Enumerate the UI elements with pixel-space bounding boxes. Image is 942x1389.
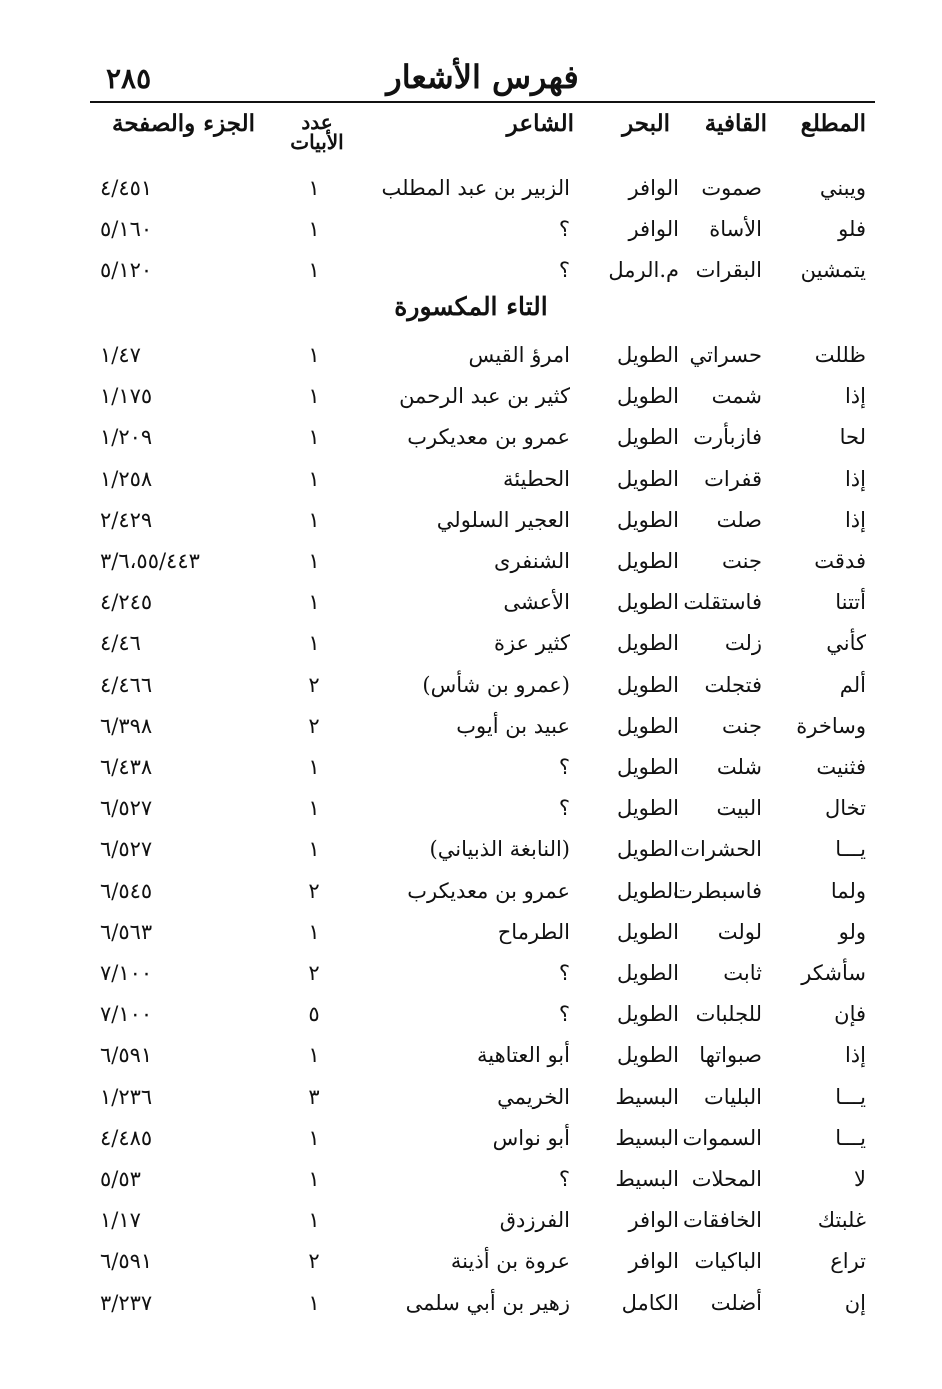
cell-bahr: الوافر <box>628 217 679 241</box>
cell-bahr: الطويل <box>616 1043 679 1068</box>
cell-qafiya: البليات <box>703 1084 762 1109</box>
cell-shaer: الخريمي <box>497 1084 570 1109</box>
cell-bahr: الطويل <box>616 466 679 491</box>
cell-qafiya: الحشرات <box>680 837 762 862</box>
cell-ref: ١/٢٠٩ <box>100 425 153 450</box>
table-row <box>0 1200 942 1241</box>
cell-shaer: الشنفرى <box>494 549 570 573</box>
cell-bahr: البسيط <box>615 1167 679 1191</box>
cell-ref: ٦/٣٩٨ <box>100 713 153 738</box>
cell-matla: يتمشين <box>800 258 866 282</box>
table-row <box>0 1159 942 1200</box>
cell-bahr: الكامل <box>621 1290 679 1315</box>
table-row <box>0 665 942 706</box>
cell-ref: ٧/١٠٠ <box>100 1002 153 1027</box>
cell-matla: ولما <box>830 878 866 903</box>
table-row <box>0 541 942 582</box>
column-header-bahr: البحر <box>622 110 670 137</box>
cell-shaer: كثير عزة <box>493 631 570 656</box>
cell-shaer: امرؤ القيس <box>468 343 570 367</box>
cell-bahr: الطويل <box>616 1002 679 1027</box>
cell-qafiya: السموات <box>682 1125 762 1150</box>
table-row <box>0 1077 942 1118</box>
cell-shaer: ؟ <box>558 796 570 821</box>
table-row <box>0 871 942 912</box>
cell-ref: ٧/١٠٠ <box>100 961 153 985</box>
cell-qafiya: الأساة <box>709 217 762 241</box>
cell-count: ٢ <box>308 878 320 903</box>
cell-qafiya: صبواتها <box>699 1043 762 1068</box>
page-number: ٢٨٥ <box>106 62 152 95</box>
cell-matla: أتتنا <box>835 590 866 615</box>
cell-bahr: الطويل <box>616 343 679 367</box>
cell-shaer: الأعشى <box>503 590 570 615</box>
cell-count: ١ <box>308 919 320 944</box>
cell-bahr: الطويل <box>616 713 679 738</box>
table-row <box>0 747 942 788</box>
cell-bahr: الطويل <box>616 672 679 697</box>
table-row <box>0 168 942 209</box>
cell-ref: ٥/٥٣ <box>100 1167 141 1191</box>
cell-qafiya: شلت <box>716 755 762 779</box>
cell-bahr: الطويل <box>616 878 679 903</box>
cell-matla: يـــا <box>835 1125 866 1150</box>
cell-count: ١ <box>308 1208 320 1233</box>
cell-bahr: الطويل <box>616 549 679 573</box>
cell-qafiya: ثابت <box>723 961 762 985</box>
cell-count: ١ <box>308 425 320 450</box>
table-row <box>0 1241 942 1282</box>
cell-matla: فدقت <box>814 549 866 573</box>
cell-ref: ٤/٤٥١ <box>100 176 153 200</box>
cell-shaer: ؟ <box>558 1002 570 1027</box>
cell-matla: إذا <box>844 384 866 409</box>
cell-shaer: العجير السلولي <box>436 507 570 532</box>
cell-matla: إذا <box>844 1043 866 1068</box>
cell-count: ١ <box>308 796 320 821</box>
table-row <box>0 582 942 623</box>
cell-qafiya: فازبأرت <box>693 425 762 450</box>
cell-bahr: الطويل <box>616 507 679 532</box>
cell-shaer: زهير بن أبي سلمى <box>405 1290 570 1315</box>
cell-ref: ٦/٥٢٧ <box>100 796 153 821</box>
table-row <box>0 953 942 994</box>
cell-shaer: عبيد بن أيوب <box>456 713 570 738</box>
cell-shaer: الفرزدق <box>499 1208 570 1233</box>
cell-matla: يـــا <box>835 1084 866 1109</box>
cell-shaer: الطرماح <box>497 919 570 944</box>
cell-qafiya: الباكيات <box>694 1249 762 1274</box>
cell-qafiya: أضلت <box>710 1290 762 1315</box>
cell-bahr: الطويل <box>616 755 679 779</box>
cell-count: ٣ <box>308 1084 320 1109</box>
cell-count: ١ <box>308 507 320 532</box>
cell-matla: كأني <box>826 631 866 656</box>
cell-qafiya: صلت <box>716 507 762 532</box>
cell-shaer: عمرو بن معديكرب <box>407 878 570 903</box>
cell-ref: ٤/٤٨٥ <box>100 1125 153 1150</box>
cell-matla: إن <box>844 1290 866 1315</box>
cell-count: ٢ <box>308 672 320 697</box>
column-header-count-line2: الأبيات <box>290 130 344 154</box>
cell-qafiya: المحلات <box>691 1167 762 1191</box>
column-header-ref: الجزء والصفحة <box>112 110 256 137</box>
cell-ref: ٥/١٦٠ <box>100 217 153 241</box>
cell-bahr: الطويل <box>616 837 679 862</box>
cell-ref: ٤/٢٤٥ <box>100 590 153 615</box>
cell-qafiya: فاسبطرت <box>673 878 762 903</box>
cell-ref: ٦/٥٩١ <box>100 1043 153 1068</box>
table-row <box>0 706 942 747</box>
table-row <box>0 417 942 458</box>
cell-bahr: الطويل <box>616 425 679 450</box>
page-title: فهرس الأشعار <box>386 58 579 96</box>
cell-matla: لحا <box>839 425 866 450</box>
cell-shaer: كثير بن عبد الرحمن <box>399 384 570 409</box>
cell-bahr: البسيط <box>615 1084 679 1109</box>
cell-matla: وساخرة <box>796 713 866 738</box>
cell-qafiya: الخافقات <box>682 1208 762 1233</box>
cell-count: ١ <box>308 343 320 367</box>
cell-ref: ١/١٧ <box>100 1208 141 1233</box>
column-header-matla: المطلع <box>800 110 866 137</box>
cell-bahr: الوافر <box>628 176 679 200</box>
table-row <box>0 912 942 953</box>
table-row <box>0 994 942 1035</box>
column-header-shaer: الشاعر <box>506 110 574 137</box>
cell-shaer: عروة بن أذينة <box>450 1249 570 1274</box>
cell-qafiya: زلت <box>724 631 762 656</box>
cell-bahr: الطويل <box>616 919 679 944</box>
cell-shaer: الحطيئة <box>503 466 570 491</box>
cell-qafiya: جنت <box>722 713 762 738</box>
cell-count: ١ <box>308 631 320 656</box>
cell-count: ١ <box>308 258 320 282</box>
cell-bahr: البسيط <box>615 1125 679 1150</box>
cell-count: ١ <box>308 384 320 409</box>
cell-matla: لا <box>854 1167 866 1191</box>
cell-shaer: ؟ <box>558 1167 570 1191</box>
cell-shaer: (النابغة الذبياني) <box>429 837 570 862</box>
cell-qafiya: قفرات <box>704 466 762 491</box>
cell-qafiya: فتجلت <box>704 672 762 697</box>
cell-bahr: الطويل <box>616 631 679 656</box>
cell-shaer: الزبير بن عبد المطلب <box>381 176 570 200</box>
cell-matla: ويبني <box>819 176 866 200</box>
cell-matla: إذا <box>844 466 866 491</box>
cell-ref: ٦/٥٤٥ <box>100 878 153 903</box>
cell-count: ٢ <box>308 713 320 738</box>
cell-qafiya: حسراتي <box>689 343 762 367</box>
cell-ref: ٤/٤٦ <box>100 631 141 656</box>
table-row <box>0 788 942 829</box>
cell-matla: سأشكر <box>801 961 866 985</box>
cell-matla: ألم <box>839 672 866 697</box>
cell-ref: ٦/٥٢٧ <box>100 837 153 862</box>
cell-qafiya: صموت <box>701 176 762 200</box>
cell-bahr: م.الرمل <box>608 258 679 282</box>
cell-matla: تخال <box>824 796 866 821</box>
cell-ref: ٢/٤٢٩ <box>100 507 153 532</box>
cell-shaer: أبو نواس <box>492 1125 570 1150</box>
cell-matla: ولو <box>838 919 866 944</box>
cell-ref: ١/١٧٥ <box>100 384 153 409</box>
cell-shaer: عمرو بن معديكرب <box>407 425 570 450</box>
cell-qafiya: شمت <box>711 384 762 409</box>
cell-bahr: الوافر <box>628 1249 679 1274</box>
cell-bahr: الوافر <box>628 1208 679 1233</box>
cell-bahr: الطويل <box>616 384 679 409</box>
cell-shaer: ؟ <box>558 258 570 282</box>
cell-bahr: الطويل <box>616 961 679 985</box>
cell-matla: فإن <box>834 1002 866 1027</box>
table-row <box>0 623 942 664</box>
cell-ref: ١/٢٣٦ <box>100 1084 153 1109</box>
cell-qafiya: البقرات <box>695 258 762 282</box>
table-row <box>0 459 942 500</box>
header-rule <box>90 101 875 103</box>
table-row <box>0 209 942 250</box>
column-header-count <box>282 112 352 152</box>
cell-qafiya: لولت <box>717 919 762 944</box>
table-row <box>0 1035 942 1076</box>
cell-count: ١ <box>308 176 320 200</box>
cell-bahr: الطويل <box>616 590 679 615</box>
cell-matla: غلبتك <box>817 1208 866 1233</box>
cell-ref: ٣/٢٣٧ <box>100 1290 153 1315</box>
section-title: التاء المكسورة <box>394 292 548 321</box>
cell-shaer: ؟ <box>558 755 570 779</box>
cell-matla: ظللت <box>814 343 866 367</box>
cell-ref: ٥/١٢٠ <box>100 258 153 282</box>
cell-ref: ٦/٤٣٨ <box>100 755 153 779</box>
table-row <box>0 1118 942 1159</box>
cell-count: ١ <box>308 755 320 779</box>
cell-qafiya: فاستقلت <box>683 590 762 615</box>
cell-count: ١ <box>308 217 320 241</box>
cell-count: ٢ <box>308 961 320 985</box>
cell-ref: ١/٤٧ <box>100 343 141 367</box>
cell-count: ١ <box>308 590 320 615</box>
cell-count: ١ <box>308 837 320 862</box>
cell-matla: إذا <box>844 507 866 532</box>
cell-count: ١ <box>308 1043 320 1068</box>
cell-ref: ٤/٤٦٦ <box>100 672 153 697</box>
cell-shaer: ؟ <box>558 217 570 241</box>
table-row <box>0 250 942 291</box>
cell-count: ١ <box>308 549 320 573</box>
table-row <box>0 1283 942 1324</box>
column-header-count-line1: عدد <box>301 110 333 134</box>
cell-ref: ٣/٦،٥٥/٤٤٣ <box>100 549 200 573</box>
cell-bahr: الطويل <box>616 796 679 821</box>
cell-count: ١ <box>308 1167 320 1191</box>
table-row <box>0 376 942 417</box>
cell-matla: يـــا <box>835 837 866 862</box>
cell-count: ١ <box>308 1125 320 1150</box>
cell-shaer: ؟ <box>558 961 570 985</box>
cell-count: ١ <box>308 1290 320 1315</box>
table-row <box>0 335 942 376</box>
cell-count: ٥ <box>308 1002 320 1027</box>
cell-ref: ١/٢٥٨ <box>100 466 153 491</box>
cell-qafiya: جنت <box>722 549 762 573</box>
cell-qafiya: البيت <box>716 796 762 821</box>
cell-qafiya: للجلبات <box>695 1002 762 1027</box>
cell-ref: ٦/٥٩١ <box>100 1249 153 1274</box>
cell-count: ٢ <box>308 1249 320 1274</box>
cell-shaer: (عمرو بن شأس) <box>422 672 570 697</box>
cell-matla: فلو <box>838 217 866 241</box>
table-row <box>0 829 942 870</box>
column-header-qafiya: القافية <box>704 110 767 137</box>
cell-matla: فثنيت <box>816 755 866 779</box>
cell-count: ١ <box>308 466 320 491</box>
cell-shaer: أبو العتاهية <box>477 1043 570 1068</box>
page-header <box>90 58 875 100</box>
cell-ref: ٦/٥٦٣ <box>100 919 153 944</box>
cell-matla: تراع <box>830 1249 866 1274</box>
table-row <box>0 500 942 541</box>
